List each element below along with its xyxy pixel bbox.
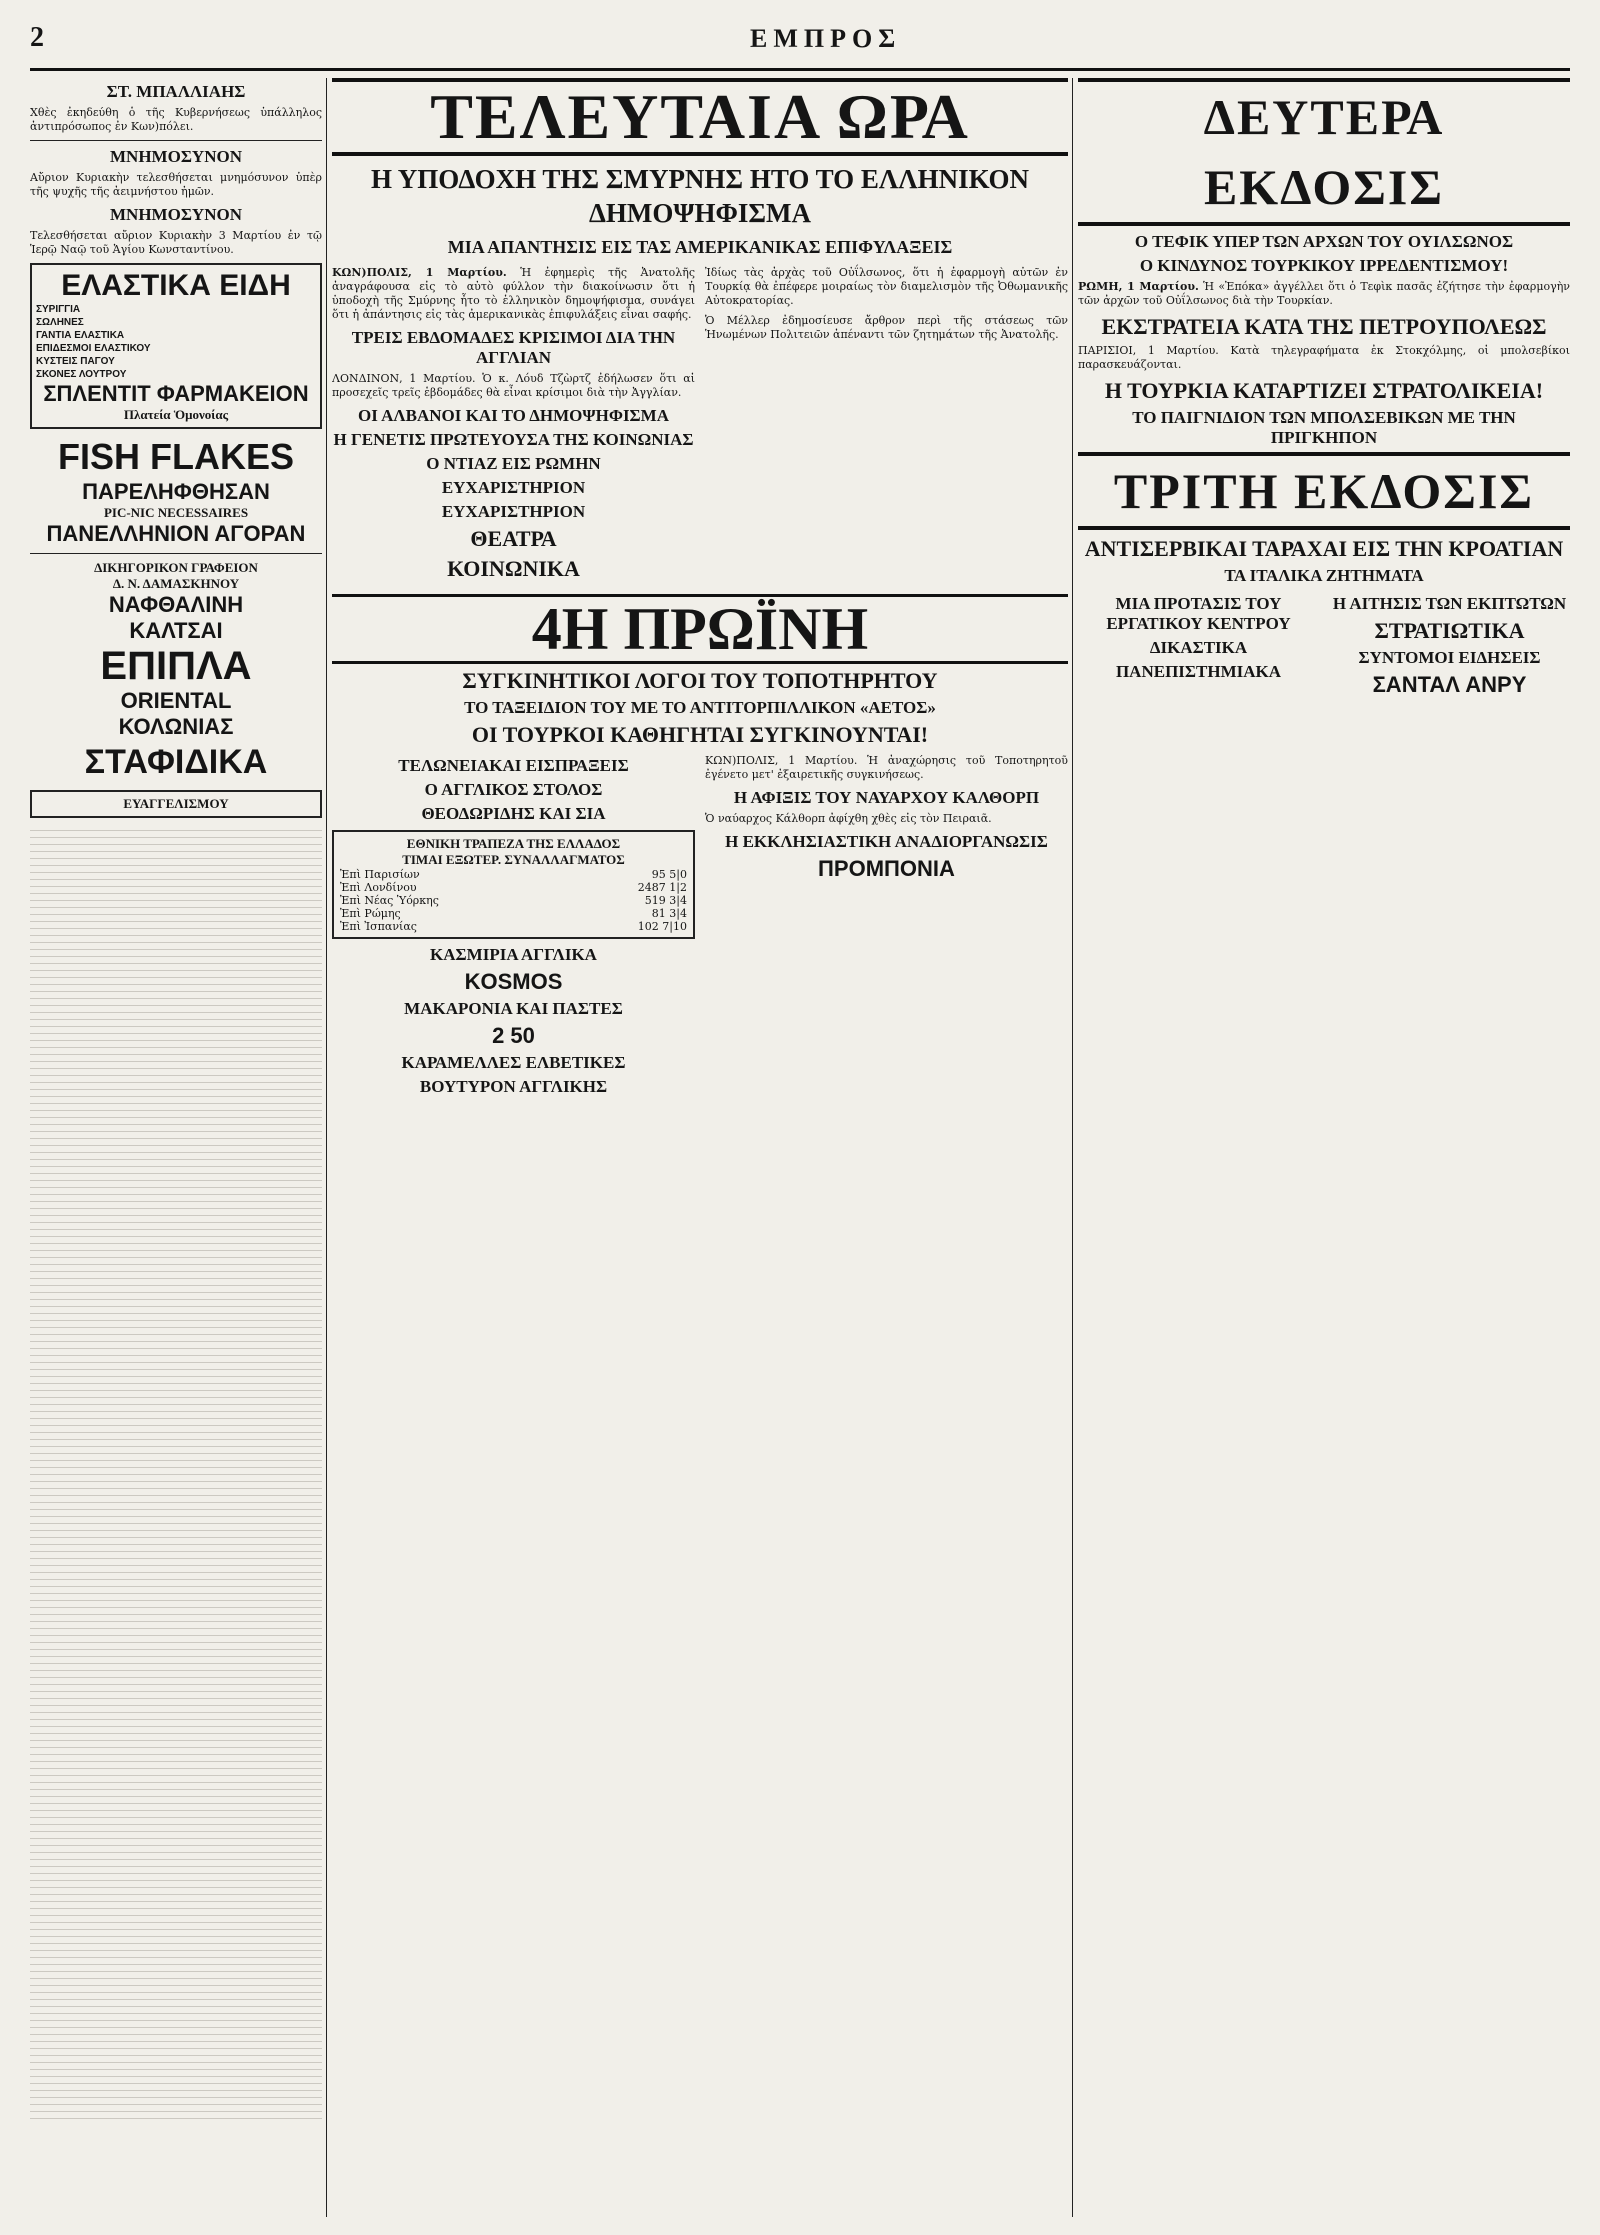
- ad-title: ΒΟΥΤΥΡΟΝ ΑΓΓΛΙΚΗΣ: [419, 1077, 608, 1096]
- ad-title: ΔΙΚΗΓΟΡΙΚΟΝ ΓΡΑΦΕΙΟΝ: [94, 560, 258, 575]
- section-title: ΣΤΡΑΤΙΩΤΙΚΑ: [1374, 618, 1525, 643]
- memorial-title: ΜΝΗΜΟΣΥΝΟΝ: [110, 147, 242, 166]
- ad-title: ΠΑΡΕΛΗΦΘΗΣΑΝ: [82, 479, 270, 504]
- article-text: ΛΟΝΔΙΝΟΝ, 1 Μαρτίου. Ὁ κ. Λόυδ Τζὼρτζ ἐδήλωσεν ὅτι αἱ προσεχεῖς τρεῖς ἑβδομάδες θὰ εἶναι κρίσιμοι διὰ τὴν Ἀγγλίαν.: [332, 372, 695, 399]
- page-header: [30, 12, 1570, 71]
- page-number: 2: [30, 22, 44, 53]
- section-banner: 4Η ΠΡΩΪΝΗ: [332, 594, 1068, 664]
- ad-price: 2 50: [492, 1023, 535, 1048]
- article-title: Η ΓΕΝΕΤΙΣ ΠΡΩΤΕΥΟΥΣΑ ΤΗΣ ΚΟΙΝΩΝΙΑΣ: [333, 430, 694, 449]
- rates-title: ΤΙΜΑΙ ΕΞΩΤΕΡ. ΣΥΝΑΛΛΑΓΜΑΤΟΣ: [402, 852, 625, 867]
- body-text: [30, 824, 322, 2124]
- subheadline: ΜΙΑ ΑΠΑΝΤΗΣΙΣ ΕΙΣ ΤΑΣ ΑΜΕΡΙΚΑΝΙΚΑΣ ΕΠΙΦΥΛΑΞΕΙΣ: [447, 237, 953, 257]
- article-title: Ο ΑΓΓΛΙΚΟΣ ΣΤΟΛΟΣ: [424, 780, 603, 799]
- table-row: Ἐπὶ Νέας Ὑόρκης 519 3|4: [340, 894, 687, 907]
- section-banner: ΤΕΛΕΥΤΑΙΑ ΩΡΑ: [332, 78, 1068, 156]
- ad-item: ΣΚΟΝΕΣ ΛΟΥΤΡΟΥ: [36, 369, 127, 380]
- article-title: ΜΙΑ ΠΡΟΤΑΣΙΣ ΤΟΥ ΕΡΓΑΤΙΚΟΥ ΚΕΝΤΡΟΥ: [1106, 594, 1291, 633]
- article-text: ΡΩΜΗ, 1 Μαρτίου. Ἡ «Ἐπόκα» ἀγγέλλει ὅτι ὁ Τεφὶκ πασᾶς ἐζήτησε τὴν ἐφαρμογὴν τῶν ἀρχῶν τοῦ Οὐΐλσωνος διὰ τὴν Τουρκίαν.: [1078, 280, 1570, 307]
- ad-title: ΚΑΣΜΙΡΙΑ ΑΓΓΛΙΚΑ: [430, 945, 597, 964]
- table-row: Ἐπὶ Ἰσπανίας 102 7|10: [340, 920, 687, 933]
- ad-title: KOSMOS: [464, 969, 563, 994]
- headline: ΣΥΓΚΙΝΗΤΙΚΟΙ ΛΟΓΟΙ ΤΟΥ ΤΟΠΟΤΗΡΗΤΟΥ: [462, 668, 938, 693]
- article-title: ΤΟ ΠΑΙΓΝΙΔΙΟΝ ΤΩΝ ΜΠΟΛΣΕΒΙΚΩΝ ΜΕ ΤΗΝ ΠΡΙΓΚΗΠΟΝ: [1132, 408, 1516, 447]
- table-row: Ἐπὶ Λονδίνου 2487 1|2: [340, 881, 687, 894]
- section-title: ΣΥΝΤΟΜΟΙ ΕΙΔΗΣΕΙΣ: [1358, 648, 1541, 667]
- article-title: Η ΤΟΥΡΚΙΑ ΚΑΤΑΡΤΙΖΕΙ ΣΤΡΑΤΟΛΙΚΕΙΑ!: [1104, 378, 1544, 403]
- ad-title: ΕΠΙΠΛΑ: [100, 644, 252, 688]
- right-column: [1078, 78, 1570, 2217]
- ad-title: ΕΥΑΓΓΕΛΙΣΜΟΥ: [123, 796, 229, 811]
- ad-item: ΕΠΙΔΕΣΜΟΙ ΕΛΑΣΤΙΚΟΥ: [36, 343, 151, 354]
- ad-title: ΠΑΝΕΛΛΗΝΙΟΝ ΑΓΟΡΑΝ: [46, 521, 306, 546]
- article-title: ΠΑΝΕΠΙΣΤΗΜΙΑΚΑ: [1115, 662, 1282, 681]
- article-text: Ὁ Μέλλερ ἐδημοσίευσε ἄρθρον περὶ τῆς στάσεως τῶν Ἡνωμένων Πολιτειῶν ἀπέναντι τῶν ζητημάτων τῆς Ἀνατολῆς.: [705, 314, 1068, 341]
- exchange-rates-box: [332, 830, 695, 939]
- headline: Η ΥΠΟΔΟΧΗ ΤΗΣ ΣΜΥΡΝΗΣ ΗΤΟ ΤΟ ΕΛΛΗΝΙΚΟΝ ΔΗΜΟΨΗΦΙΣΜΑ: [371, 164, 1029, 228]
- column-rule: [1072, 78, 1073, 2217]
- ad-title: FISH FLAKES: [57, 436, 294, 477]
- obituary-title: ΣΤ. ΜΠΑΛΛΙΑΗΣ: [106, 82, 246, 101]
- ad-title: ΚΑΡΑΜΕΛΛΕΣ ΕΛΒΕΤΙΚΕΣ: [401, 1053, 626, 1072]
- ad-title: ΘΕΟΔΩΡΙΔΗΣ ΚΑΙ ΣΙΑ: [421, 804, 606, 823]
- article-text: ΚΩΝ)ΠΟΛΙΣ, 1 Μαρτίου. Ἡ ἐφημερὶς τῆς Ἀνατολῆς ἀναγράφουσα εἰς τὸ αὐτὸ φύλλον τὴν διακοίνωσιν ὅτι ἡ ὑποδοχὴ τῆς Σμύρνης ἦτο τὸ ἑλληνικὸν δημοψήφισμα, συνάγει ὅτι ἡ ἀπάντησις εἰς τὰς ἀμερικανικὰς ἐπιφυλάξεις εἶναι σαφής.: [332, 266, 695, 321]
- ad-item: ΚΥΣΤΕΙΣ ΠΑΓΟΥ: [36, 356, 115, 367]
- ad-title: ΠΡΟΜΠΟΝΙΑ: [818, 856, 955, 881]
- ad-title: ΚΟΛΩΝΙΑΣ: [118, 714, 234, 739]
- article-title: Η ΑΦΙΞΙΣ ΤΟΥ ΝΑΥΑΡΧΟΥ ΚΑΛΘΟΡΠ: [733, 788, 1040, 807]
- ad-item: ΣΩΛΗΝΕΣ: [36, 317, 84, 328]
- article-title: ΤΡΕΙΣ ΕΒΔΟΜΑΔΕΣ ΚΡΙΣΙΜΟΙ ΔΙΑ ΤΗΝ ΑΓΓΛΙΑΝ: [351, 328, 676, 367]
- ad-item: ΣΥΡΙΓΓΙΑ: [36, 304, 81, 315]
- section-banner: ΔΕΥΤΕΡΑ ΕΚΔΟΣΙΣ: [1078, 78, 1570, 226]
- headline: ΑΝΤΙΣΕΡΒΙΚΑΙ ΤΑΡΑΧΑΙ ΕΙΣ ΤΗΝ ΚΡΟΑΤΙΑΝ: [1084, 536, 1564, 561]
- left-column: [30, 78, 322, 2217]
- article-title: Η ΕΚΚΛΗΣΙΑΣΤΙΚΗ ΑΝΑΔΙΟΡΓΑΝΩΣΙΣ: [725, 832, 1048, 851]
- article-title: Η ΑΙΤΗΣΙΣ ΤΩΝ ΕΚΠΤΩΤΩΝ: [1332, 594, 1567, 613]
- subheadline: Ο ΤΕΦΙΚ ΥΠΕΡ ΤΩΝ ΑΡΧΩΝ ΤΟΥ ΟΥΙΛΣΩΝΟΣ: [1134, 232, 1514, 251]
- memorial-text: Τελεσθήσεται αὔριον Κυριακὴν 3 Μαρτίου ἐν τῷ Ἱερῷ Ναῷ τοῦ Ἁγίου Κωνσταντίνου.: [30, 229, 322, 256]
- article-text: ΚΩΝ)ΠΟΛΙΣ, 1 Μαρτίου. Ἡ ἀναχώρησις τοῦ Τοποτηρητοῦ ἐγένετο μετ' ἐξαιρετικῆς συγκινήσεως.: [705, 754, 1068, 781]
- table-row: Ἐπὶ Ρώμης 81 3|4: [340, 907, 687, 920]
- memorial-text: Αὔριον Κυριακὴν τελεσθήσεται μνημόσυνον ὑπὲρ τῆς ψυχῆς τῆς ἀειμνήστου ἡμῶν.: [30, 171, 322, 198]
- table-row: Ἐπὶ Παρισίων 95 5|0: [340, 868, 687, 881]
- dateline: ΚΩΝ)ΠΟΛΙΣ, 1 Μαρτίου.: [332, 266, 507, 279]
- middle-column: [332, 78, 1068, 2217]
- masthead: ΕΜΠΡΟΣ: [750, 24, 902, 53]
- ad-title: ΣΤΑΦΙΔΙΚΑ: [84, 743, 268, 781]
- ad-title: ΚΑΛΤΣΑΙ: [129, 618, 223, 643]
- ad-title: ORIENTAL: [120, 688, 232, 713]
- article-title: Ο ΝΤΙΑΖ ΕΙΣ ΡΩΜΗΝ: [426, 454, 601, 473]
- ad-title: ΣΑΝΤΑΛ ΑΝΡΥ: [1372, 672, 1527, 697]
- ad-title: ΣΠΛΕΝΤΙΤ ΦΑΡΜΑΚΕΙΟΝ: [43, 381, 309, 406]
- ad-title: ΝΑΦΘΑΛΙΝΗ: [108, 592, 244, 617]
- article-text: ΠΑΡΙΣΙΟΙ, 1 Μαρτίου. Κατὰ τηλεγραφήματα ἐκ Στοκχόλμης, οἱ μπολσεβίκοι παρασκευάζονται.: [1078, 344, 1570, 371]
- article-title: ΕΥΧΑΡΙΣΤΗΡΙΟΝ: [441, 502, 586, 521]
- ad-title: PIC-NIC NECESSAIRES: [103, 505, 249, 520]
- column-rule: [326, 78, 327, 2217]
- article-title: ΔΙΚΑΣΤΙΚΑ: [1149, 638, 1248, 657]
- article-title: ΤΕΛΩΝΕΙΑΚΑΙ ΕΙΣΠΡΑΞΕΙΣ: [398, 756, 629, 775]
- subheadline: Ο ΚΙΝΔΥΝΟΣ ΤΟΥΡΚΙΚΟΥ ΙΡΡΕΔΕΝΤΙΣΜΟΥ!: [1139, 256, 1509, 275]
- article-title: ΟΙ ΑΛΒΑΝΟΙ ΚΑΙ ΤΟ ΔΗΜΟΨΗΦΙΣΜΑ: [358, 406, 669, 425]
- bank-name: ΕΘΝΙΚΗ ΤΡΑΠΕΖΑ ΤΗΣ ΕΛΛΑΔΟΣ: [406, 836, 621, 851]
- headline: ΟΙ ΤΟΥΡΚΟΙ ΚΑΘΗΓΗΤΑΙ ΣΥΓΚΙΝΟΥΝΤΑΙ!: [471, 722, 929, 747]
- ad-title: ΜΑΚΑΡΟΝΙΑ ΚΑΙ ΠΑΣΤΕΣ: [404, 999, 623, 1018]
- ad-subtitle: Πλατεία Ὁμονοίας: [123, 407, 229, 422]
- ad-title: ΕΛΑΣΤΙΚΑ ΕΙΔΗ: [61, 269, 291, 302]
- section-title: ΘΕΑΤΡΑ: [470, 526, 557, 551]
- article-text: Ἰδίως τὰς ἀρχὰς τοῦ Οὐΐλσωνος, ὅτι ἡ ἐφαρμογὴ αὐτῶν ἐν Τουρκίᾳ θὰ ἐπέφερε μοιραίως τὸν διαμελισμὸν τῆς Ὀθωμανικῆς Αὐτοκρατορίας.: [705, 266, 1068, 307]
- memorial-title: ΜΝΗΜΟΣΥΝΟΝ: [110, 205, 242, 224]
- subheadline: ΤΟ ΤΑΞΕΙΔΙΟΝ ΤΟΥ ΜΕ ΤΟ ΑΝΤΙΤΟΡΠΙΛΛΙΚΟΝ «ΑΕΤΟΣ»: [464, 698, 936, 717]
- section-title: ΚΟΙΝΩΝΙΚΑ: [447, 556, 580, 581]
- article-title: ΕΚΣΤΡΑΤΕΙΑ ΚΑΤΑ ΤΗΣ ΠΕΤΡΟΥΠΟΛΕΩΣ: [1101, 314, 1547, 339]
- dateline: ΡΩΜΗ, 1 Μαρτίου.: [1078, 280, 1199, 293]
- ad-item: ΓΑΝΤΙΑ ΕΛΑΣΤΙΚΑ: [36, 330, 125, 341]
- article-title: ΕΥΧΑΡΙΣΤΗΡΙΟΝ: [441, 478, 586, 497]
- section-banner: ΤΡΙΤΗ ΕΚΔΟΣΙΣ: [1078, 452, 1570, 530]
- ad-subtitle: Δ. Ν. ΔΑΜΑΣΚΗΝΟΥ: [112, 576, 240, 591]
- exchange-rates-table: [338, 868, 689, 933]
- obituary-text: Χθὲς ἐκηδεύθη ὁ τῆς Κυβερνήσεως ὑπάλληλος ἀντιπρόσωπος ἐν Κων)πόλει.: [30, 106, 322, 133]
- article-title: ΤΑ ΙΤΑΛΙΚΑ ΖΗΤΗΜΑΤΑ: [1224, 566, 1424, 585]
- article-text: Ὁ ναύαρχος Κάλθορπ ἀφίχθη χθὲς εἰς τὸν Πειραιᾶ.: [705, 812, 992, 825]
